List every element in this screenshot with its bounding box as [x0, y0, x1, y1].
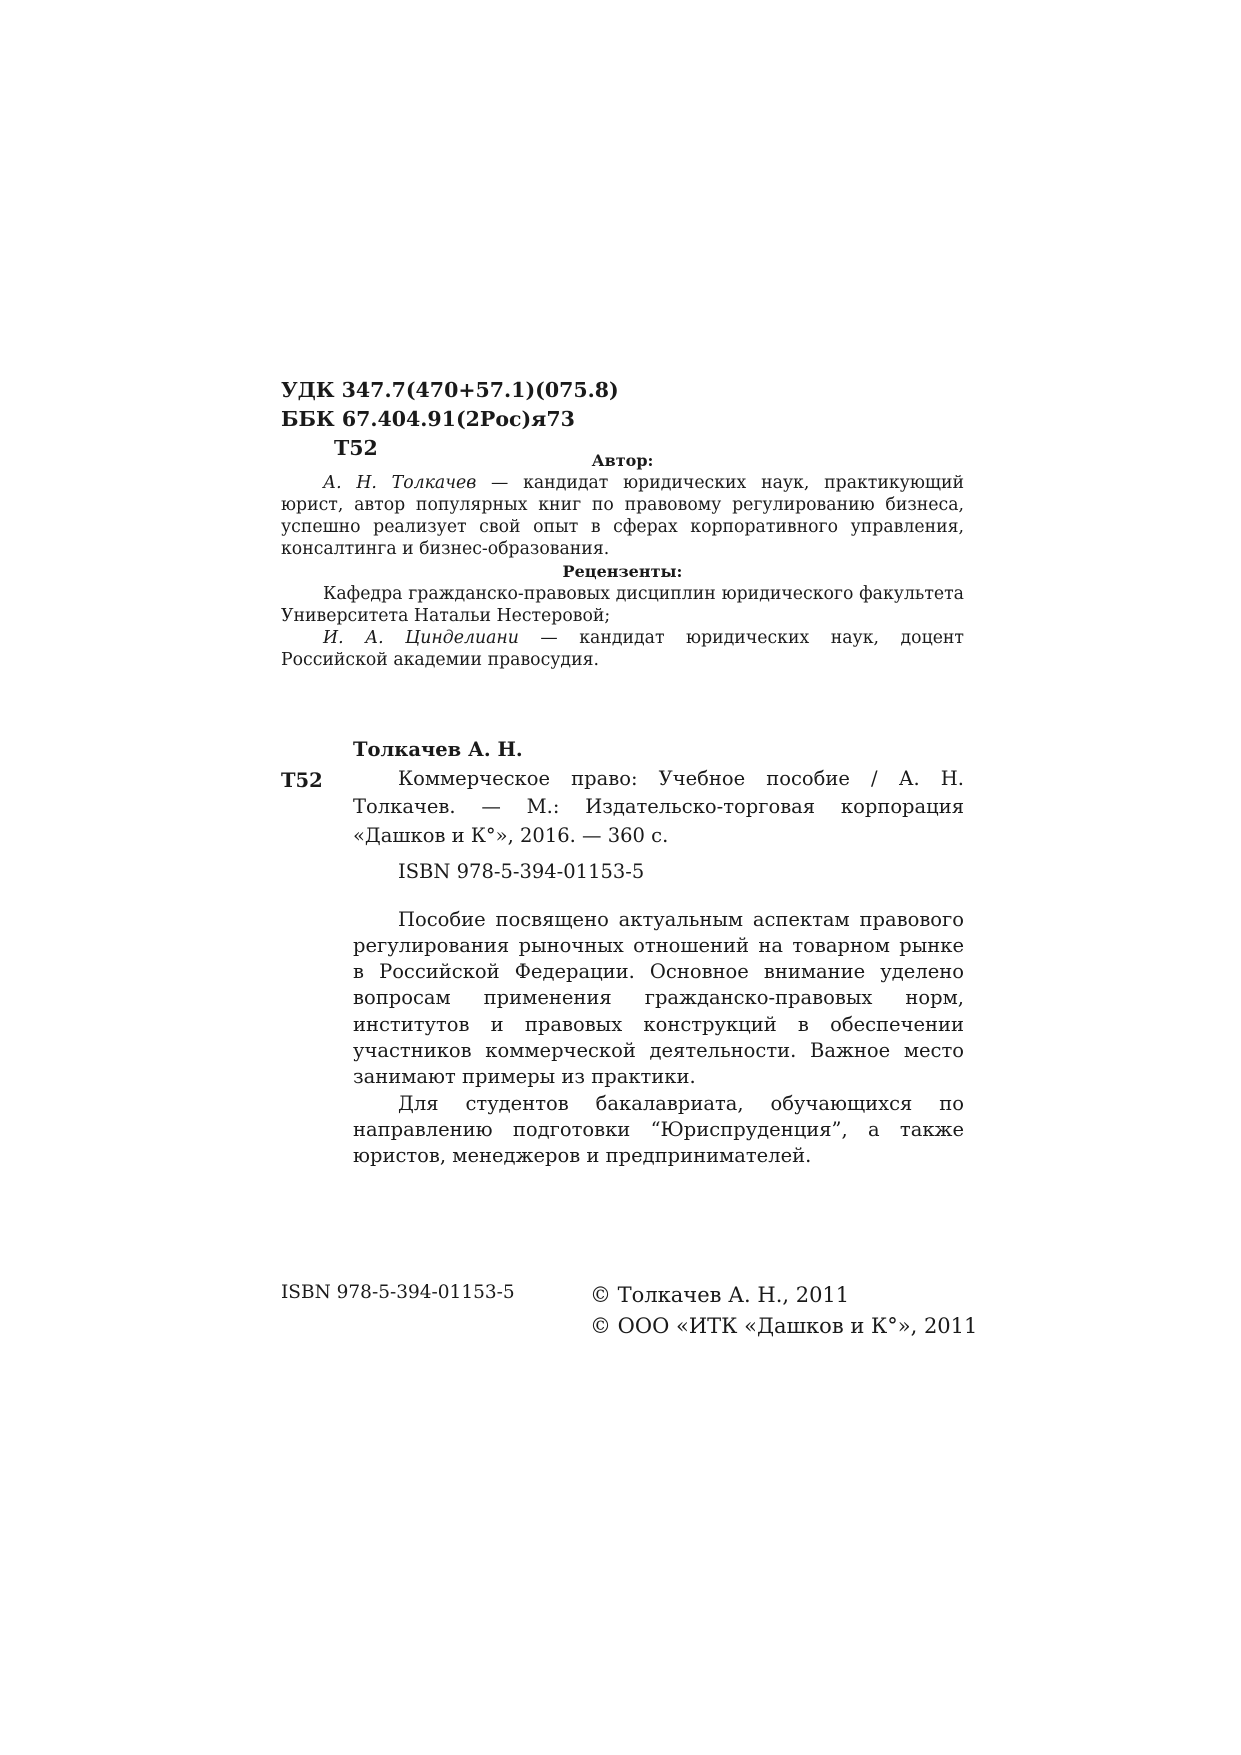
bibliography-author: Толкачев А. Н. [353, 738, 523, 761]
abstract: Пособие посвящено актуальным аспектам правового регулирования рыночных отношений на товарном рынке в Российской Федерации. Основное внимание уделено вопросам применения гражданско-правовых норм, институтов и правовых конструкций в обеспечении участников коммерческой деятельности. Важное место занимают примеры из практики. [353, 907, 964, 1089]
udk-code: УДК 347.7(470+57.1)(075.8) [281, 378, 619, 402]
author-block [281, 450, 964, 560]
bibliography-title: Коммерческое право: Учебное пособие / А. Н. Толкачев. — М.: Издательско-торговая корпорация «Дашков и К°», 2016. — 360 с. [353, 766, 964, 847]
author-heading: Автор: [591, 451, 654, 470]
copyright-block [590, 1280, 977, 1342]
audience: Для студентов бакалавриата, обучающихся по направлению подготовки “Юриспруденция”, а также юристов, менеджеров и предпринимателей. [353, 1091, 964, 1168]
author-name: А. Н. Толкачев [323, 473, 477, 493]
reviewer-2 [281, 627, 964, 671]
bbk-code: ББК 67.404.91(2Рос)я73 [281, 407, 575, 431]
reviewers-heading: Рецензенты: [562, 562, 683, 581]
reviewer-1: Кафедра гражданско-правовых дисциплин юридического факультета Университета Натальи Нестеровой; [281, 584, 964, 626]
bibliography-code: Т52 [281, 769, 323, 792]
author-description [281, 472, 964, 560]
reviewers-block [281, 561, 964, 671]
footer-isbn: ISBN 978-5-394-01153-5 [281, 1282, 515, 1303]
copyright-publisher: © ООО «ИТК «Дашков и К°», 2011 [590, 1314, 978, 1338]
bibliographic-entry [353, 736, 964, 1169]
bibliography-isbn: ISBN 978-5-394-01153-5 [398, 860, 645, 883]
author-text: — кандидат юридических наук, практикующий юрист, автор популярных книг по правовому регулированию бизнеса, успешно реализует свой опыт в сферах корпоративного управления, консалтинга и бизнес-образования. [281, 473, 964, 559]
reviewer-2-text: — кандидат юридических наук, доцент Российской академии правосудия. [281, 628, 964, 670]
copyright-author: © Толкачев А. Н., 2011 [590, 1283, 850, 1307]
reviewer-2-name: И. А. Цинделиани [323, 628, 519, 648]
author-mark: Т52 [334, 436, 378, 460]
